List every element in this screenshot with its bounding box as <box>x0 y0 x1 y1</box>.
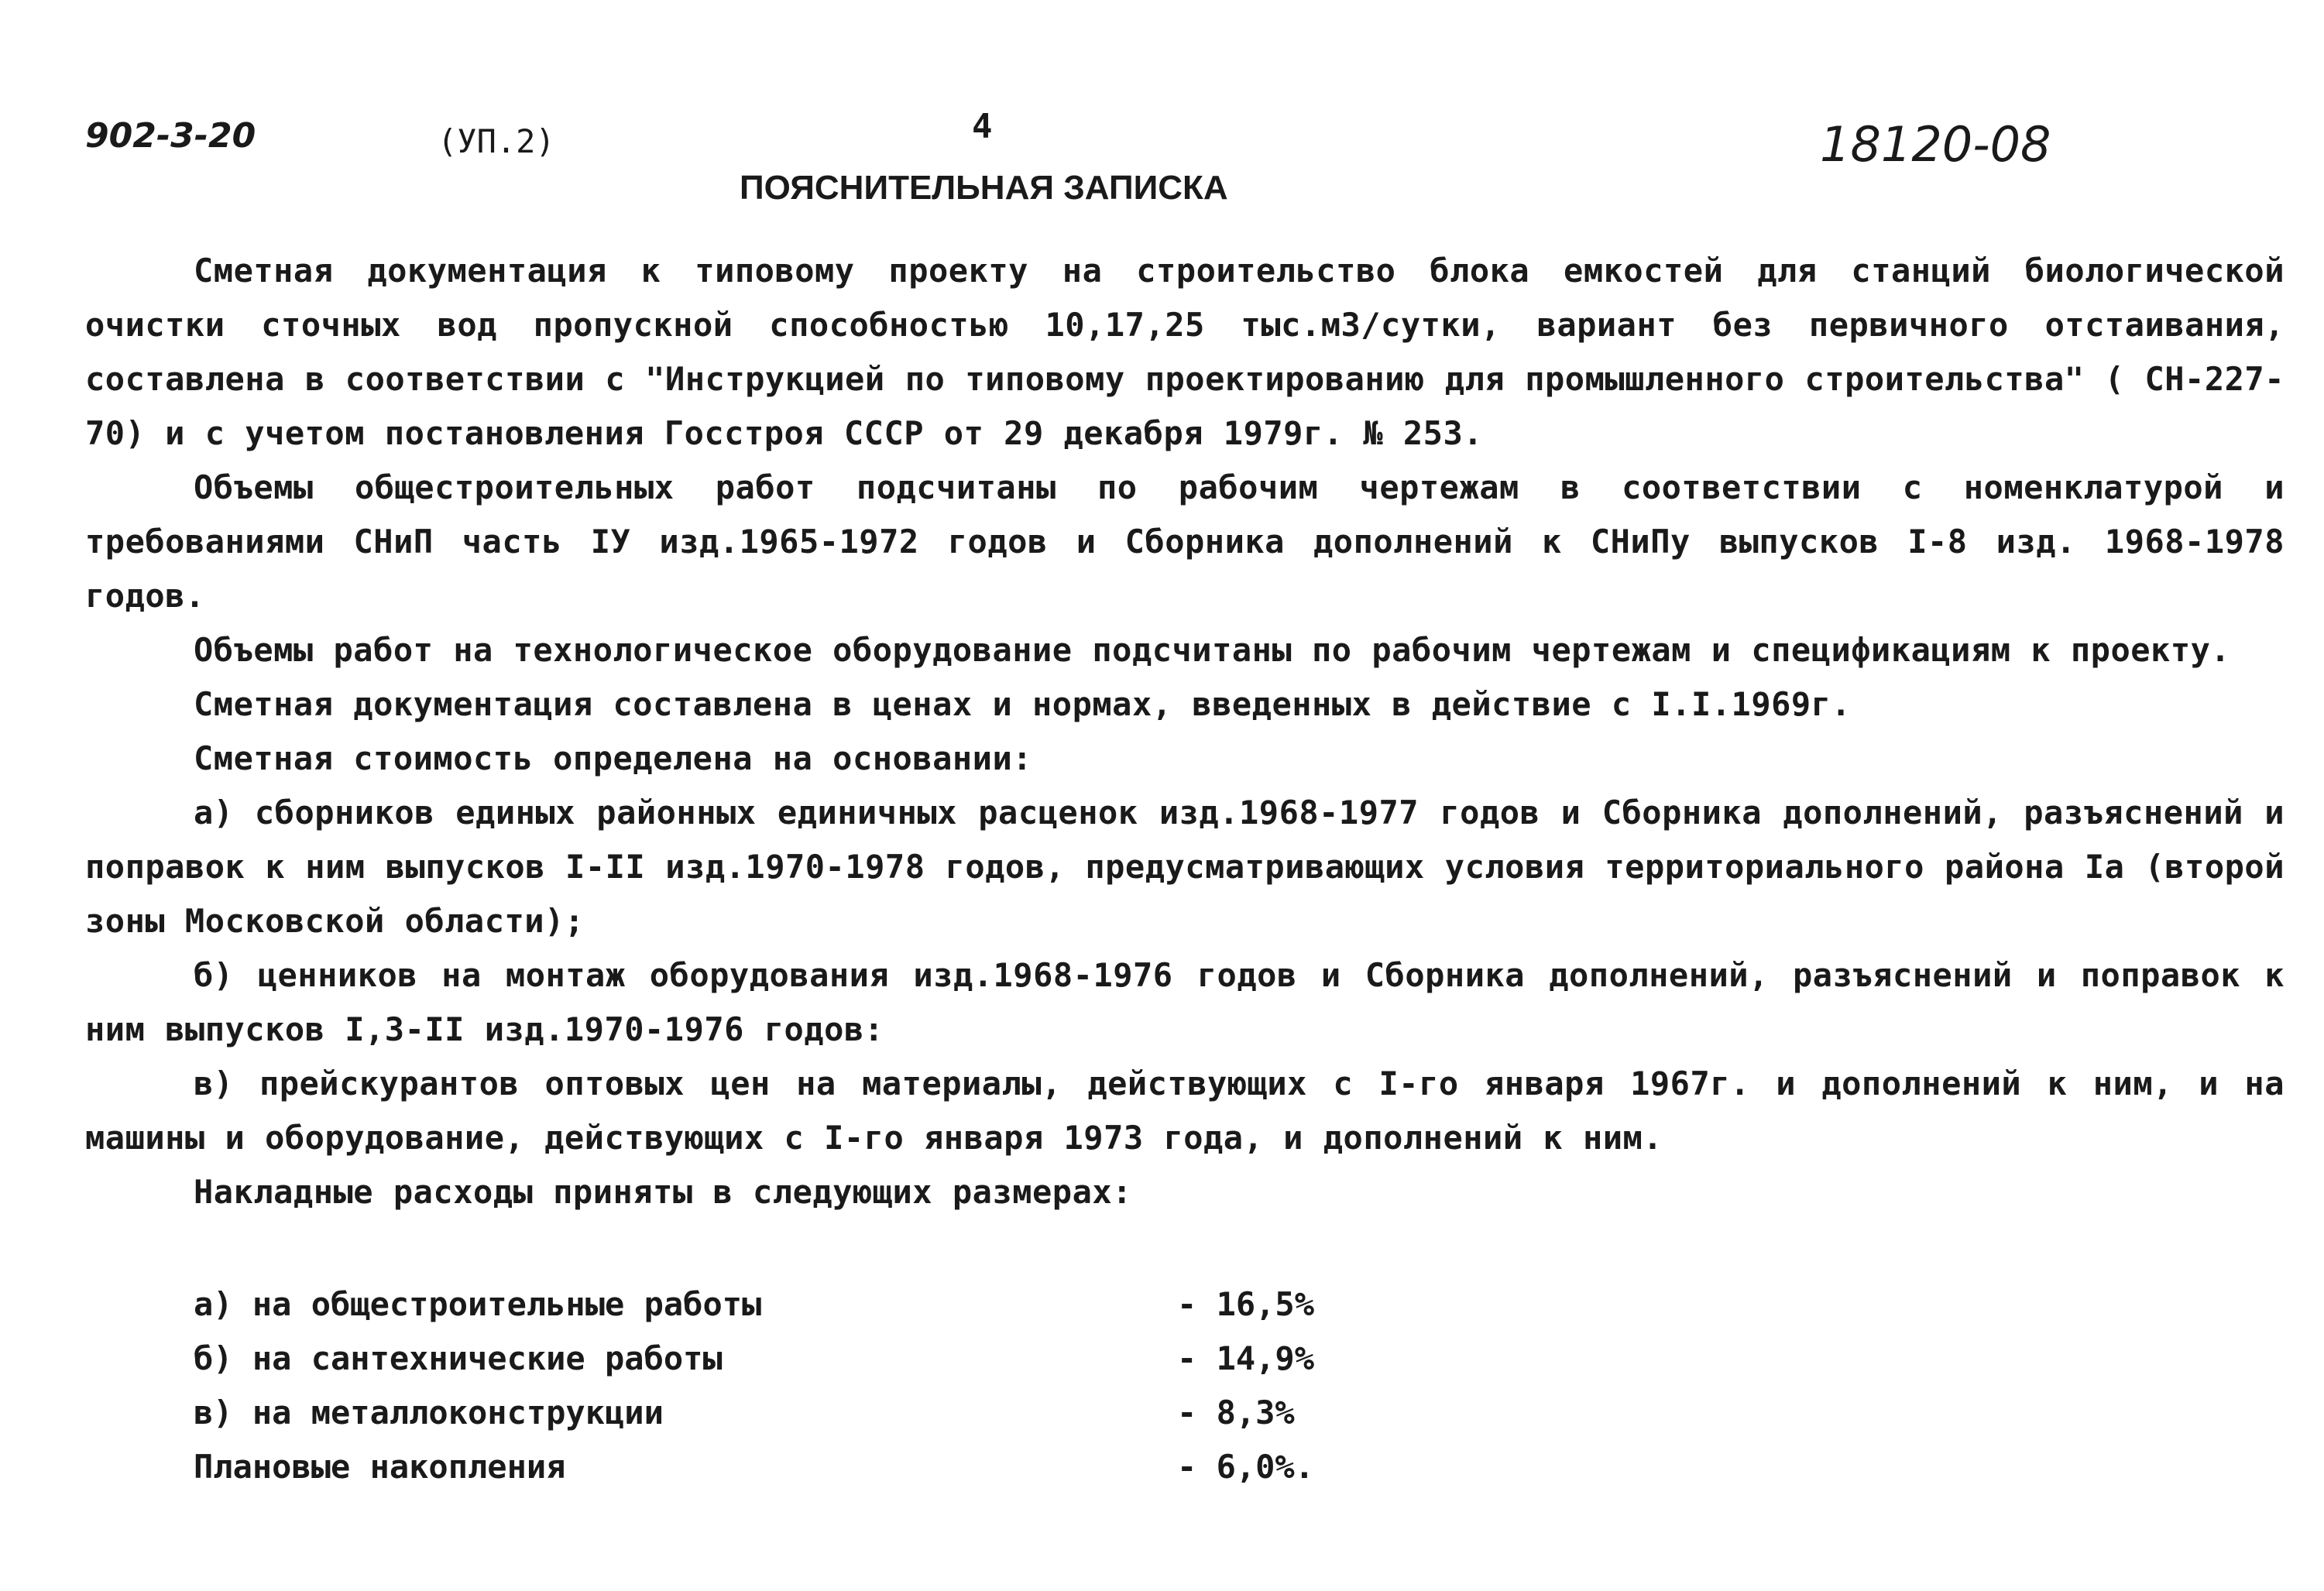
paragraph-volumes-construction: Объемы общестроительных работ подсчитаны по рабочим чертежам в соответствии с номенклатурой и требованиями СНиП часть IУ изд.1965-1972 годов и Сборника дополнений к СНиПу выпусков I-8 изд. 1968-1978 годов. <box>85 468 2285 615</box>
paragraph-item-a: а) сборников единых районных единичных расценок изд.1968-1977 годов и Сборника дополнений, разъяснений и поправок к ним выпусков I-II изд.1970-1978 годов, предусматривающих условия территориального района Iа (второй зоны Московской области); <box>85 794 2285 940</box>
album-label: (УП.2) <box>438 122 555 160</box>
document-code: 902-3-20 <box>85 116 256 156</box>
rate-value: - 16,5% <box>1177 1285 1315 1323</box>
paragraph-item-v: в) прейскурантов оптовых цен на материалы, действующих с I-го января 1967г. и дополнений к ним, и на машины и оборудование, действующих с I-го января 1973 года, и дополнений к ним. <box>85 1065 2285 1157</box>
paragraph-prices: Сметная документация составлена в ценах и нормах, введенных в действие с I.I.1969г. <box>194 685 1852 723</box>
rate-row <box>194 1277 1378 1332</box>
rate-value: - 6,0%. <box>1177 1448 1315 1486</box>
rate-value: - 14,9% <box>1177 1339 1315 1377</box>
rate-row <box>194 1332 1378 1386</box>
paragraph-volumes-equipment: Объемы работ на технологическое оборудование подсчитаны по рабочим чертежам и спецификациям к проекту. <box>194 631 2231 669</box>
paragraph-intro: Сметная документация к типовому проекту на строительство блока емкостей для станций биологической очистки сточных вод пропускной способностью 10,17,25 тыс.м3/сутки, вариант без первичного отстаивания, составлена в соответствии с "Инструкцией по типовому проектированию для промышленного строительства" ( СН-227-70) и с учетом постановления Госстроя СССР от 29 декабря 1979г. № 253. <box>85 252 2285 452</box>
rate-label: в) на металлоконструкции <box>194 1394 664 1432</box>
rate-value: - 8,3% <box>1177 1394 1295 1432</box>
document-number: 18120-08 <box>1820 116 2051 173</box>
rate-label: б) на сантехнические работы <box>194 1339 723 1377</box>
paragraph-overheads: Накладные расходы приняты в следующих размерах: <box>194 1173 1132 1211</box>
rate-row <box>194 1440 1378 1494</box>
paragraph-item-b: б) ценников на монтаж оборудования изд.1968-1976 годов и Сборника дополнений, разъяснений и поправок к ним выпусков I,3-II изд.1970-1976 годов: <box>85 956 2285 1048</box>
overhead-rates-list <box>194 1277 1378 1494</box>
explanatory-text <box>85 244 2285 1219</box>
page-number: 4 <box>972 107 993 146</box>
page-title: ПОЯСНИТЕЛЬНАЯ ЗАПИСКА <box>740 169 1228 207</box>
rate-row <box>194 1386 1378 1440</box>
rate-label: Плановые накопления <box>194 1448 566 1486</box>
rate-label: а) на общестроительные работы <box>194 1285 762 1323</box>
paragraph-cost-basis: Сметная стоимость определена на основании: <box>194 739 1033 777</box>
